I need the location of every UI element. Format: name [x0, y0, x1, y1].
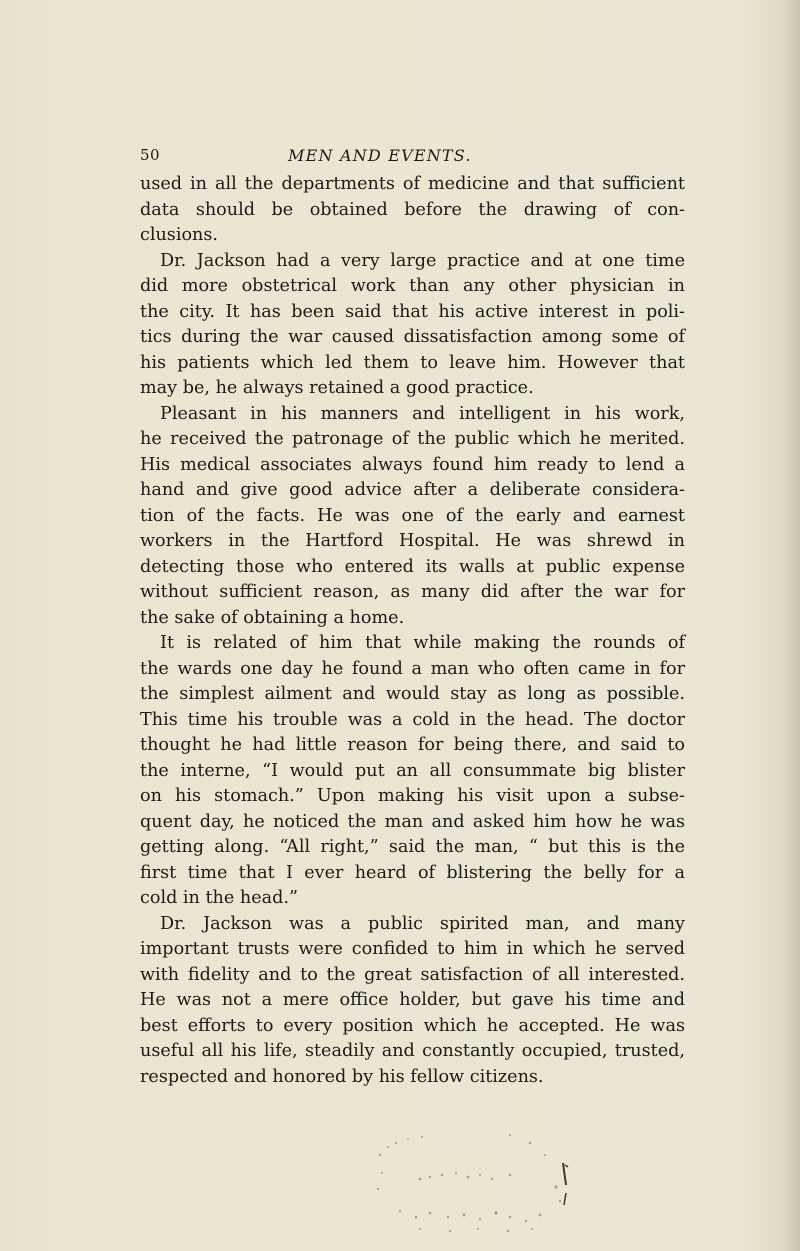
text-line: the wards one day he found a man who often came in for — [140, 658, 685, 679]
text-line: Dr. Jackson was a public spirited man, and many — [160, 913, 685, 934]
text-line: used in all the departments of medicine and that sufficient — [140, 174, 685, 194]
page-edge-shadow — [782, 0, 800, 1251]
text-line: his patients which led them to leave him. However that — [140, 352, 685, 373]
ink-bleed-mark — [360, 1125, 590, 1235]
text-line: the city. It has been said that his active interest in poli- — [140, 301, 685, 322]
text-line: with fidelity and to the great satisfaction of all interested. — [140, 964, 685, 985]
text-line: Pleasant in his manners and intelligent in his work, — [160, 403, 685, 424]
text-line: clusions. — [140, 225, 219, 245]
text-line: data should be obtained before the drawing of con- — [140, 199, 685, 220]
text-line: detecting those who entered its walls at public expense — [140, 556, 685, 577]
text-line: first time that I ever heard of blistering the belly for a — [140, 862, 685, 883]
text-line: important trusts were confided to him in which he served — [140, 939, 685, 959]
text-line: useful all his life, steadily and constantly occupied, trusted, — [140, 1041, 685, 1061]
text-line: tics during the war caused dissatisfaction among some of — [140, 327, 685, 347]
text-line: hand and give good advice after a deliberate considera- — [140, 480, 685, 500]
body-text — [140, 172, 685, 1090]
running-head — [140, 146, 660, 170]
text-line: the interne, “I would put an all consummate big blister — [140, 760, 685, 781]
text-line: tion of the facts. He was one of the early and earnest — [140, 505, 685, 526]
text-line: cold in the head.” — [140, 888, 298, 908]
text-line: he received the patronage of the public which he merited. — [140, 429, 685, 449]
text-line: did more obstetrical work than any other physician in — [140, 276, 685, 296]
page-number: 50 — [140, 146, 161, 164]
text-line: getting along. “All right,” said the man, “ but this is the — [140, 837, 685, 857]
text-line: without sufficient reason, as many did after the war for — [140, 582, 685, 602]
text-line: on his stomach.” Upon making his visit upon a subse- — [140, 786, 685, 806]
text-line: This time his trouble was a cold in the head. The doctor — [140, 709, 685, 730]
text-line: best efforts to every position which he accepted. He was — [140, 1015, 685, 1036]
text-line: He was not a mere office holder, but gave his time and — [140, 990, 685, 1010]
text-line: quent day, he noticed the man and asked him how he was — [140, 811, 685, 832]
running-title: MEN AND EVENTS. — [288, 146, 472, 165]
text-line: His medical associates always found him ready to lend a — [140, 454, 685, 475]
text-line: workers in the Hartford Hospital. He was shrewd in — [140, 531, 685, 551]
text-line: the sake of obtaining a home. — [140, 607, 405, 628]
text-line: the simplest ailment and would stay as long as possible. — [140, 684, 685, 704]
text-line: Dr. Jackson had a very large practice and at one time — [160, 250, 685, 271]
text-line: respected and honored by his fellow citizens. — [140, 1066, 544, 1087]
text-line: may be, he always retained a good practice. — [140, 378, 534, 398]
text-line: It is related of him that while making the rounds of — [160, 633, 685, 653]
text-line: thought he had little reason for being there, and said to — [140, 735, 685, 755]
